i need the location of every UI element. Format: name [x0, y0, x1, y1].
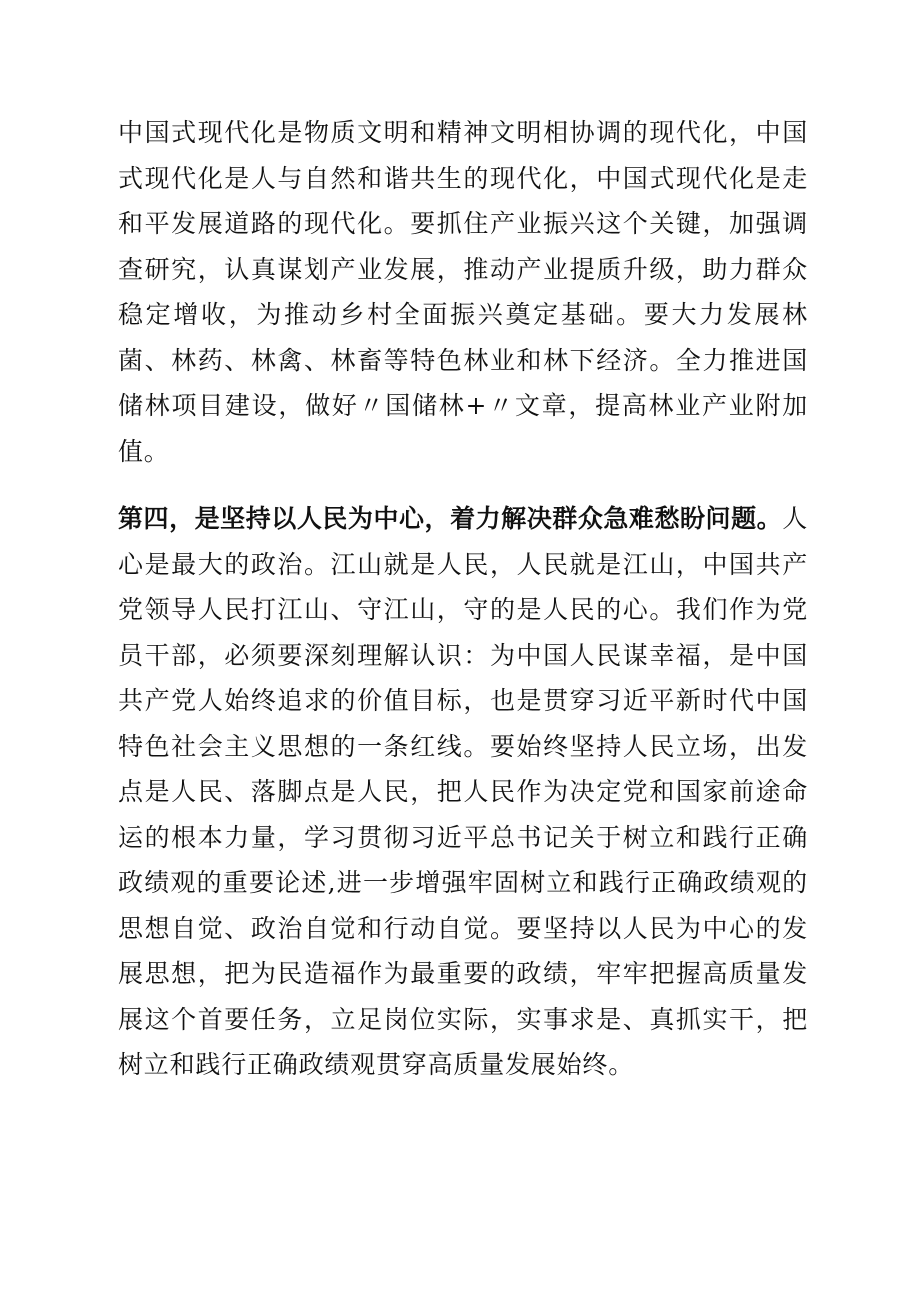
paragraph-1-text: 中国式现代化是物质文明和精神文明相协调的现代化，中国式现代化是人与自然和谐共生的现代化，中国式现代化是走和平发展道路的现代化。要抓住产业振兴这个关键，加强调查研究，认真谋划产业发展，推动产业提质升级，助力群众稳定增收，为推动乡村全面振兴奠定基础。要大力发展林菌、林药、林禽、林畜等特色林业和林下经济。全力推进国储林项目建设，做好〃国储林+〃文章，提高林业产业附加值。	[118, 118, 808, 466]
paragraph-1	[118, 110, 808, 474]
paragraph-2-text: 人心是最大的政治。江山就是人民，人民就是江山，中国共产党领导人民打江山、守江山，守的是人民的心。我们作为党员干部，必须要深刻理解认识：为中国人民谋幸福，是中国共产党人始终追求的价值目标，也是贯穿习近平新时代中国特色社会主义思想的一条红线。要始终坚持人民立场，出发点是人民、落脚点是人民，把人民作为决定党和国家前途命运的根本力量，学习贯彻习近平总书记关于树立和践行正确政绩观的重要论述,进一步增强牢固树立和践行正确政绩观的思想自觉、政治自觉和行动自觉。要坚持以人民为中心的发展思想，把为民造福作为最重要的政绩，牢牢把握高质量发展这个首要任务，立足岗位实际，实事求是、真抓实干，把树立和践行正确政绩观贯穿高质量发展始终。	[118, 504, 808, 1079]
paragraph-2-heading: 第四，是坚持以人民为中心，着力解决群众急难愁盼问题。	[118, 504, 783, 533]
paragraph-2	[118, 496, 808, 1088]
document-body	[118, 110, 808, 1088]
